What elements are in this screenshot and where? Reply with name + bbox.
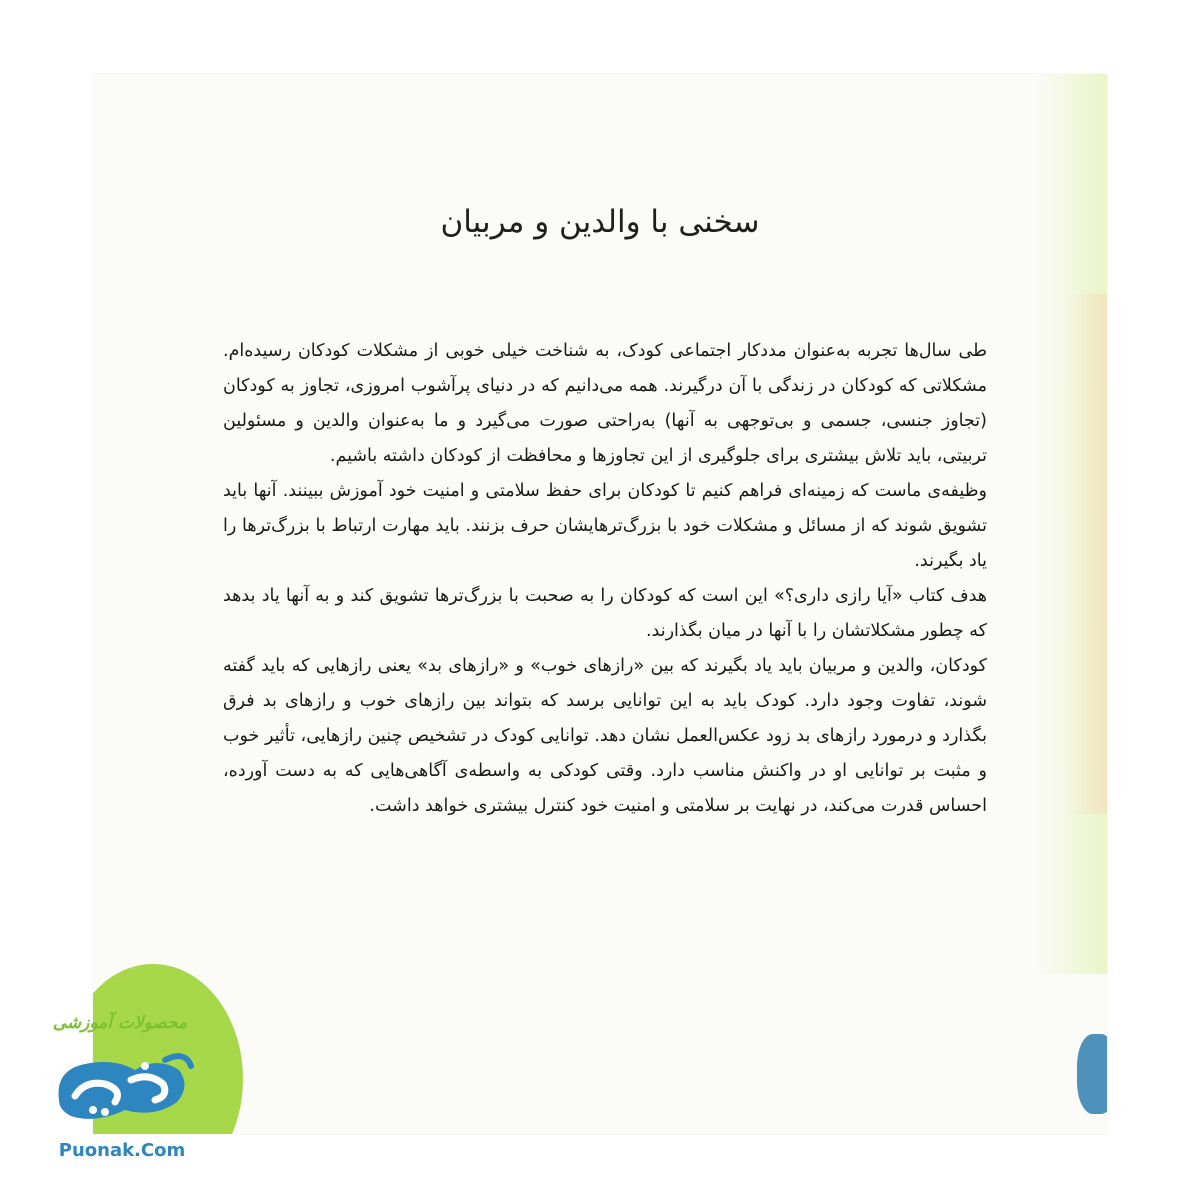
watermark-tagline: محصولات آموزشی — [52, 1013, 188, 1033]
body-text — [223, 334, 987, 824]
paragraph-1: طی سال‌ها تجربه به‌عنوان مددکار اجتماعی کودک، به شناخت خیلی خوبی از مشکلات کودکان رسیده‌ام. مشکلاتی که کودکان در زندگی با آن درگیرند. همه می‌دانیم که در دنیای پرآشوب امروزی، تجاوز به کودکان (تجاوز جنسی، جسمی و بی‌توجهی به آنها) به‌راحتی صورت می‌گیرد و ما به‌عنوان والدین و مسئولین تربیتی، باید تلاش بیشتری برای جلوگیری از این تجاوزها و محافظت از کودکان داشته باشیم. — [223, 341, 987, 466]
cover-blue-shape — [1077, 1034, 1107, 1114]
paragraph-4: کودکان، والدین و مربیان باید یاد بگیرند که بین «رازهای خوب» و «رازهای بد» یعنی رازهایی که باید گفته شوند، تفاوت وجود دارد. کودک باید به این توانایی برسد که بتواند بین رازهای خوب و رازهای بد فرق بگذارد و درمورد رازهای بد زود عکس‌العمل نشان دهد. توانایی کودک در تشخیص چنین رازهایی، تأثیر خوب و مثبت بر توانایی او در واکنش مناسب دارد. وقتی کودکی به واسطه‌ی آگاهی‌هایی که به دست آورده، احساس قدرت می‌کند، در نهایت بر سلامتی و امنیت خود کنترل بیشتری خواهد داشت. — [223, 656, 987, 816]
page-edge-tint-warm — [1067, 294, 1107, 814]
puonak-logo-icon — [45, 1040, 195, 1130]
book-page — [93, 74, 1107, 1134]
paragraph-3: هدف کتاب «آیا رازی داری؟» این است که کودکان را به صحبت با بزرگ‌ترها تشویق کند و به آنها یاد بدهد که چطور مشکلاتشان را با آنها در میان بگذارند. — [223, 586, 987, 641]
paragraph-2: وظیفه‌ی ماست که زمینه‌ای فراهم کنیم تا کودکان برای حفظ سلامتی و امنیت خود آموزش ببینند. آنها باید تشویق شوند که از مسائل و مشکلات خود با بزرگ‌ترهایشان حرف بزنند. باید مهارت ارتباط با بزرگ‌ترها را یاد بگیرند. — [223, 481, 987, 571]
page-title: سخنی با والدین و مربیان — [440, 204, 760, 240]
watermark-site: Puonak.Com — [58, 1140, 186, 1161]
